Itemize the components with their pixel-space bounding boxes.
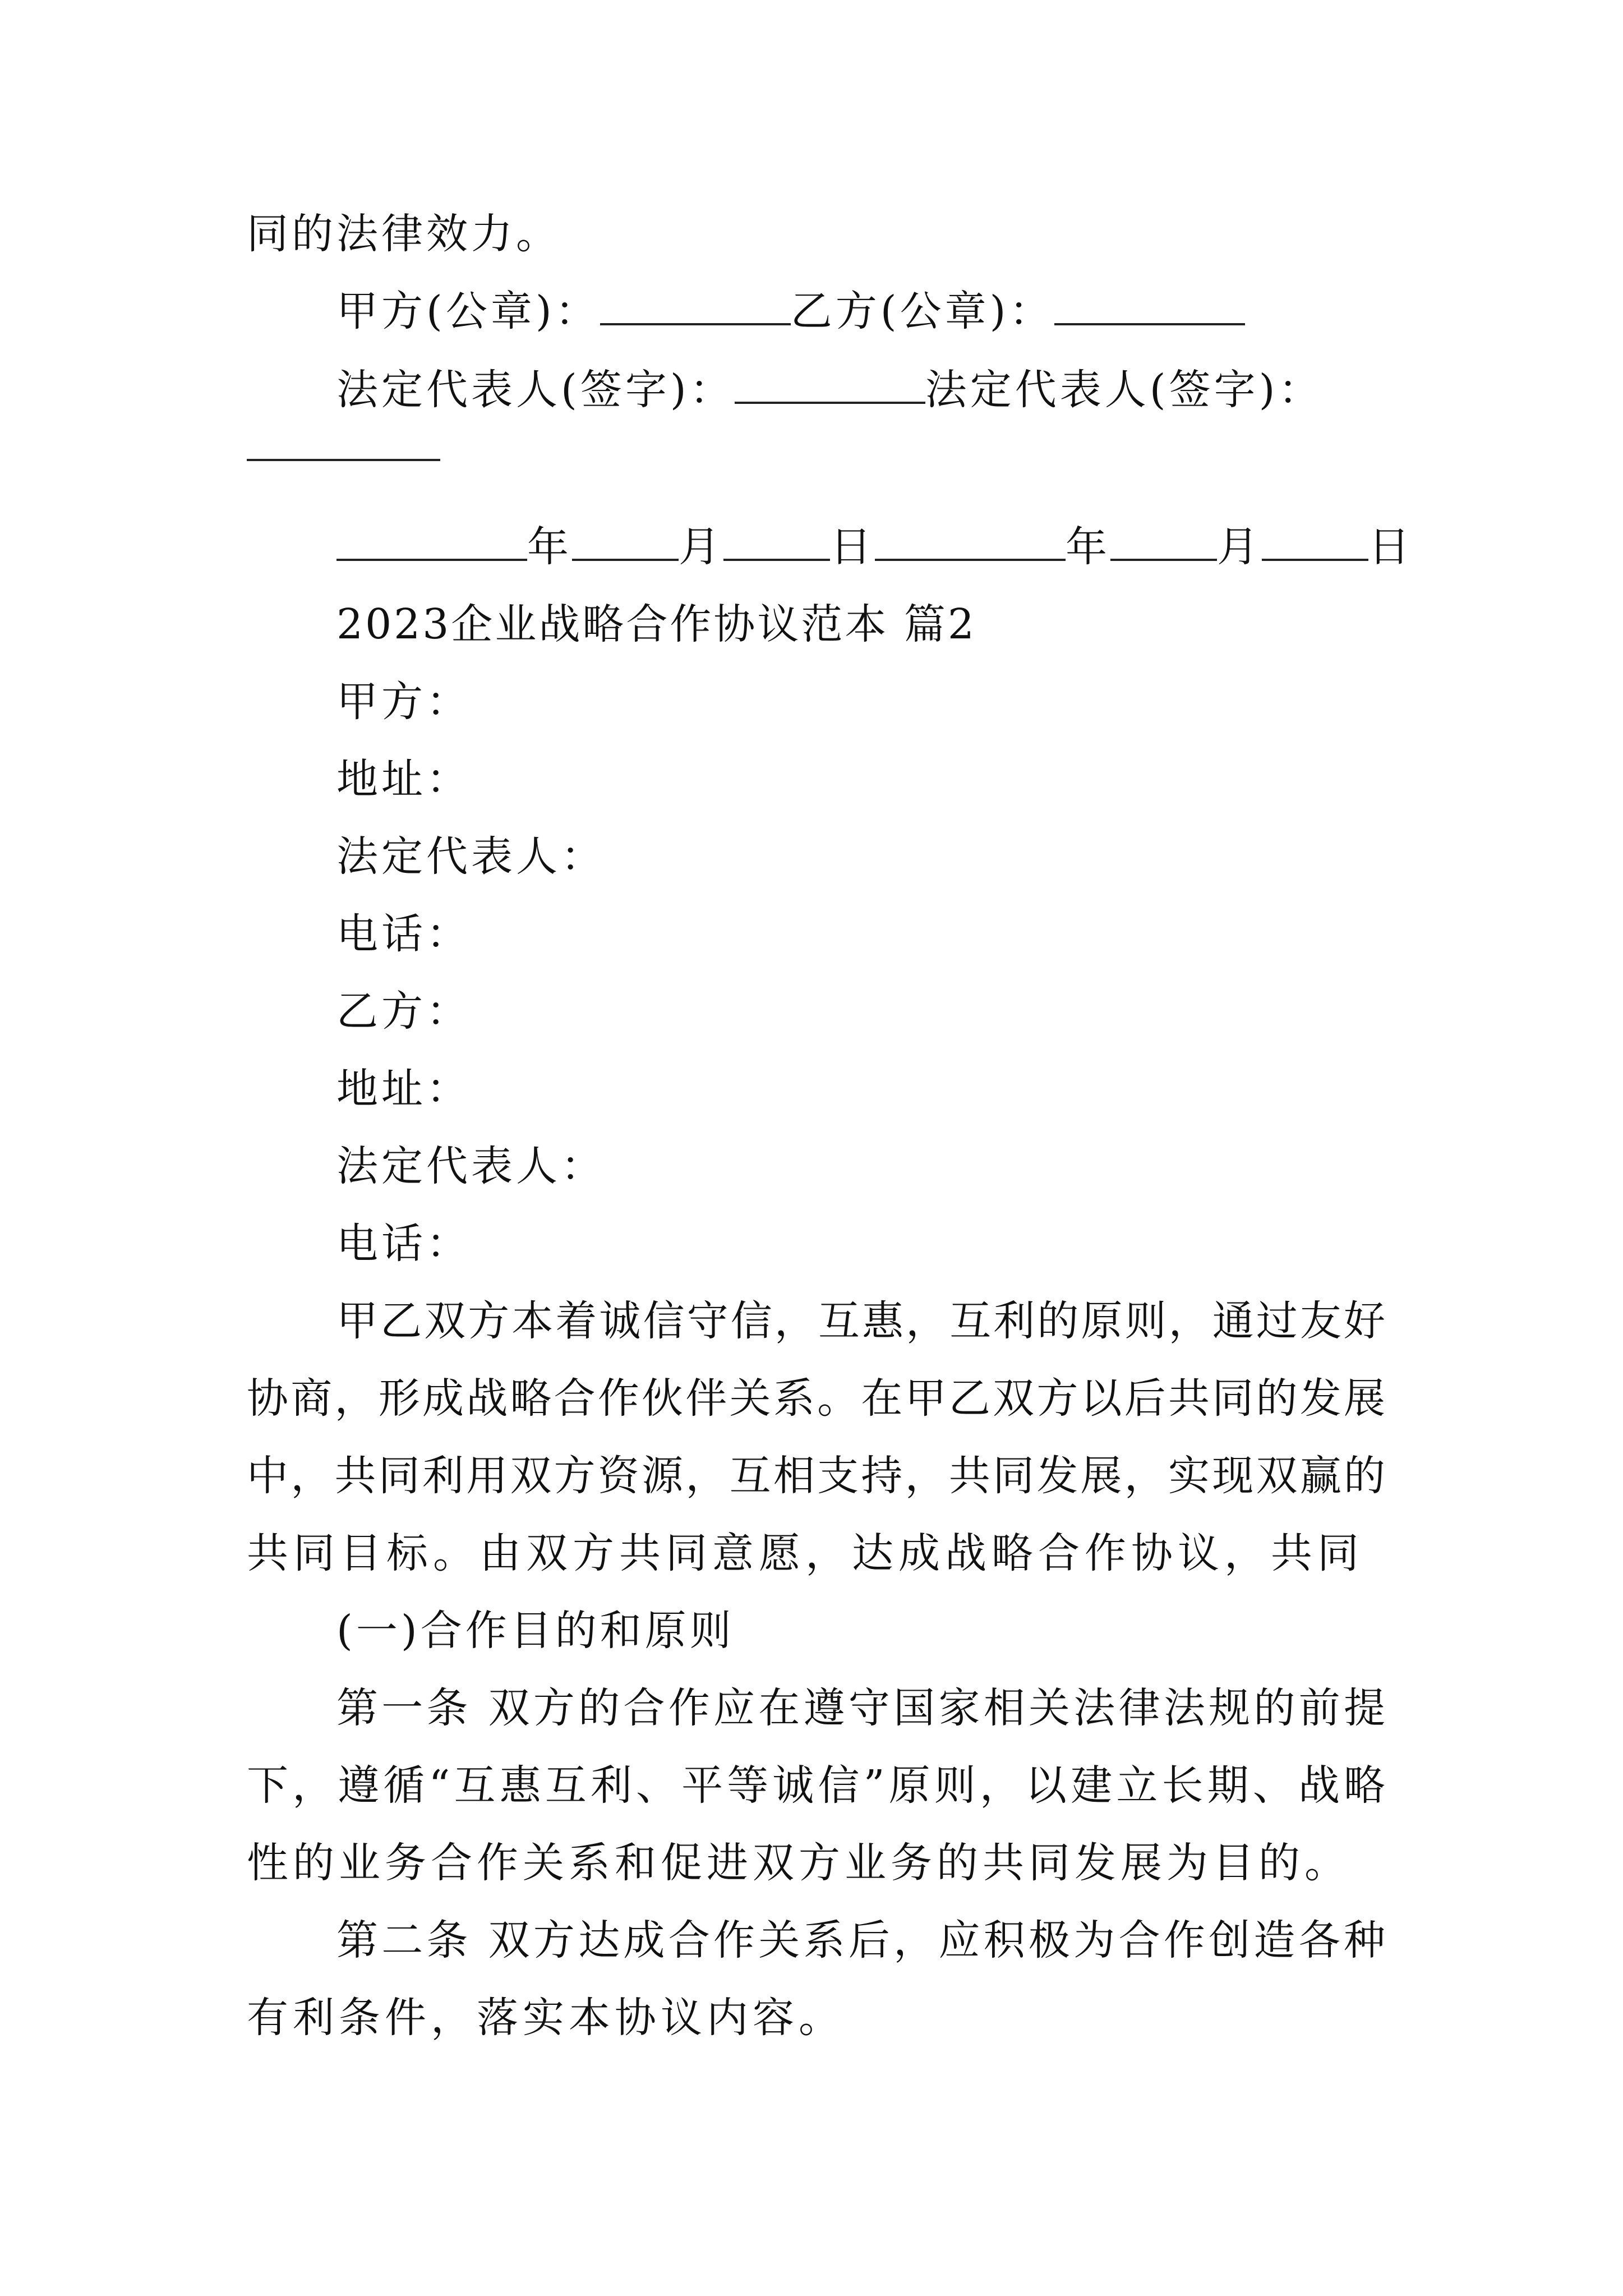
party-b-address-label: 地址：	[336, 1065, 471, 1113]
section-title: 2023企业战略合作协议范本 篇2	[336, 600, 976, 648]
article-1-line: 第一条 双方的合作应在遵守国家相关法律法规的前提	[336, 1684, 1385, 1732]
party-b-month-label: 月	[1217, 523, 1262, 571]
party-a-address-label: 地址：	[336, 755, 471, 803]
party-a-year-blank	[336, 524, 527, 561]
article-1-line: 下，遵循“互惠互利、平等诚信”原则，以建立长期、战略	[247, 1761, 1385, 1810]
intro-paragraph-line: 甲乙双方本着诚信守信，互惠，互利的原则，通过友好	[336, 1297, 1385, 1345]
party-b-year-blank	[875, 524, 1066, 561]
party-b-day-blank	[1262, 524, 1368, 561]
intro-paragraph-line: 协商，形成战略合作伙伴关系。在甲乙双方以后共同的发展	[247, 1374, 1385, 1423]
party-b-label: 乙方：	[336, 987, 471, 1036]
party-b-month-blank	[1110, 524, 1217, 561]
party-b-phone-label: 电话：	[336, 1220, 471, 1268]
representative-row	[336, 365, 1324, 415]
party-b-seal-label: 乙方(公章)：	[790, 287, 1054, 335]
party-b-rep-blank	[247, 459, 440, 461]
party-a-month-blank	[572, 524, 679, 561]
party-a-month-label: 月	[679, 523, 723, 571]
party-a-seal-blank	[600, 288, 791, 325]
party-a-seal-label: 甲方(公章)：	[336, 287, 600, 335]
party-a-label: 甲方：	[336, 678, 471, 726]
party-a-day-label: 日	[830, 523, 875, 571]
party-b-year-label: 年	[1066, 523, 1110, 571]
party-a-rep-label: 法定代表人(签字)：	[336, 366, 735, 414]
party-a-phone-label: 电话：	[336, 910, 471, 958]
party-b-rep-label: 法定代表人(签字)：	[925, 366, 1324, 414]
party-b-day-label: 日	[1368, 523, 1413, 571]
intro-paragraph-line: 中，共同利用双方资源，互相支持，共同发展，实现双赢的	[247, 1452, 1385, 1500]
continuation-line: 同的法律效力。	[247, 210, 561, 258]
party-b-legal-rep-label: 法定代表人：	[336, 1142, 606, 1190]
article-2-line: 第二条 双方达成合作关系后，应积极为合作创造各种	[336, 1916, 1385, 1964]
party-b-seal-blank	[1054, 288, 1245, 325]
party-a-year-label: 年	[527, 523, 572, 571]
seal-row	[336, 286, 1245, 337]
party-a-rep-blank	[735, 367, 925, 404]
article-2-line: 有利条件，落实本协议内容。	[247, 1994, 845, 2042]
party-a-day-blank	[723, 524, 830, 561]
party-a-legal-rep-label: 法定代表人：	[336, 832, 606, 881]
article-1-line: 性的业务合作关系和促进双方业务的共同发展为目的。	[247, 1839, 1350, 1887]
section-heading: (一)合作目的和原则	[336, 1607, 735, 1655]
date-row	[336, 522, 1413, 572]
intro-paragraph-line: 共同目标。由双方共同意愿，达成战略合作协议，共同	[247, 1529, 1364, 1577]
